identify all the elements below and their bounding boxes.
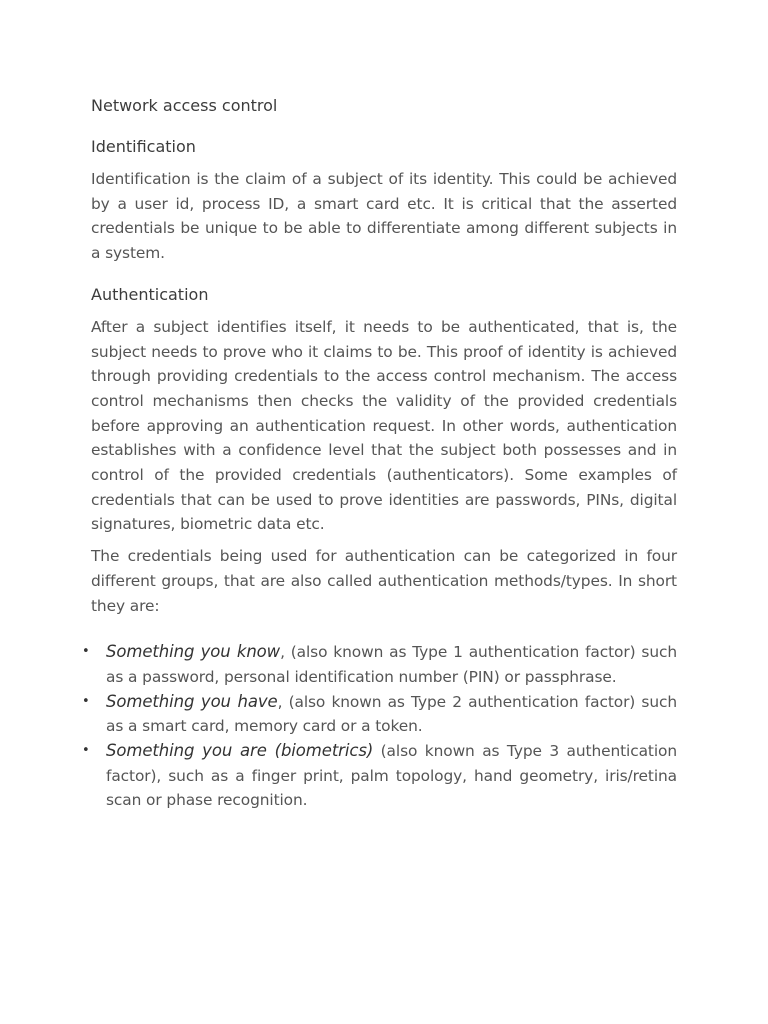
bullet-text: , (also known as Type 2 authentication factor) such as a smart card, memory card or a token. xyxy=(106,692,677,736)
bullet-text: , (also known as Type 1 authentication factor) such as a password, personal identification number (PIN) or passphrase. xyxy=(106,643,677,686)
bullet-icon: • xyxy=(82,743,90,759)
document-page xyxy=(82,94,678,813)
document-title: Network access control xyxy=(91,96,278,115)
authentication-paragraph-1: After a subject identifies itself, it needs to be authenticated, that is, the subject needs to prove who it claims to be. This proof of identity is achieved through providing credentials to the access control mechanism. The access control mechanisms then checks the validity of the provided credentials before approving an authentication request. In other words, authentication establishes with a confidence level that the subject both possesses and in control of the provided credentials (authenticators). Some examples of credentials that can be used to prove identities are passwords, PINs, digital signatures, biometric data etc. xyxy=(91,317,677,534)
section-heading-identification: Identification xyxy=(91,137,196,156)
bullet-emphasis: Something you are (biometrics) xyxy=(106,741,374,761)
bullet-emphasis: Something you know xyxy=(106,642,281,662)
identification-paragraph: Identification is the claim of a subject of its identity. This could be achieved by a user id, process ID, a smart card etc. It is critical that the asserted credentials be unique to be able to differentiate among different subjects in a system. xyxy=(91,170,677,263)
bullet-text: (also known as Type 3 authentication factor), such as a finger print, palm topology, hand geometry, iris/retina scan or phase recognition. xyxy=(106,742,678,810)
authentication-factor-list xyxy=(82,640,678,813)
authentication-paragraph-2: The credentials being used for authentication can be categorized in four different groups, that are also called authentication methods/types. In short they are: xyxy=(91,547,677,615)
list-item xyxy=(82,640,677,689)
list-item xyxy=(82,690,677,739)
bullet-icon: • xyxy=(82,693,90,709)
bullet-emphasis: Something you have xyxy=(106,691,278,711)
list-item xyxy=(82,739,678,813)
section-heading-authentication: Authentication xyxy=(91,284,209,304)
bullet-icon: • xyxy=(82,644,90,660)
